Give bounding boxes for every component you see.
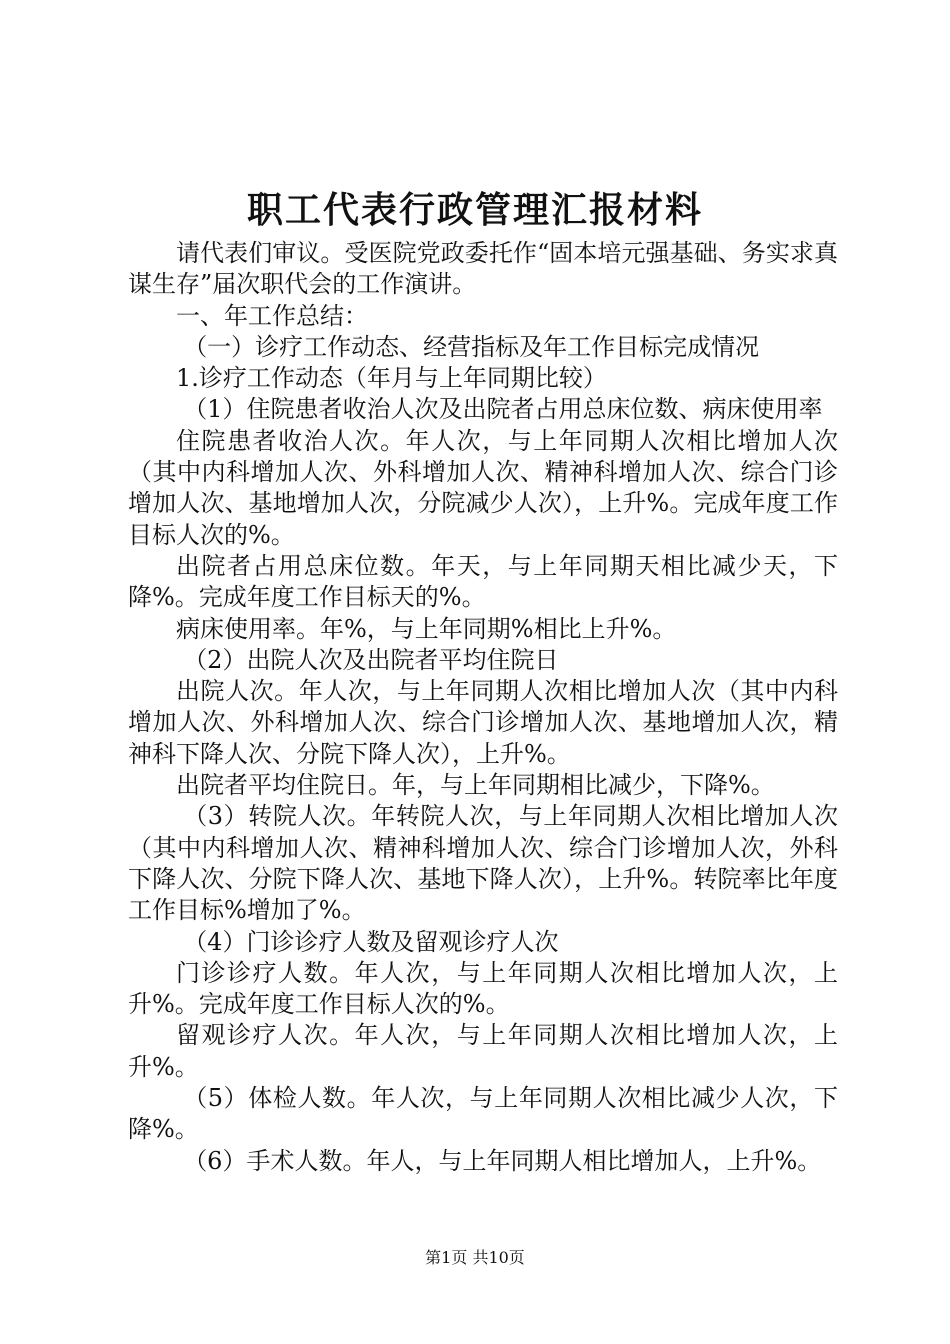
subsection-heading: （一）诊疗工作动态、经营指标及年工作目标完成情况 <box>183 332 760 361</box>
paragraph: （5）体检人数。年人次，与上年同期人次相比减少人次，下降%。 <box>128 1084 838 1144</box>
item-heading: （4）门诊诊疗人数及留观诊疗人次 <box>183 927 559 956</box>
paragraph-intro: 请代表们审议。受医院党政委托作“固本培元强基础、务实求真谋生存”届次职代会的工作演讲。 <box>128 239 838 299</box>
paragraph: 留观诊疗人次。年人次，与上年同期人次相比增加人次，上升%。 <box>128 1021 838 1081</box>
item-heading: （2）出院人次及出院者平均住院日 <box>183 645 559 674</box>
paragraph: 出院者占用总床位数。年天，与上年同期天相比减少天，下降%。完成年度工作目标天的%。 <box>128 551 838 612</box>
paragraph: 病床使用率。年%，与上年同期%相比上升%。 <box>176 614 677 643</box>
paragraph: （6）手术人数。年人，与上年同期人相比增加人，上升%。 <box>183 1146 822 1175</box>
item-heading: （1）住院患者收治人次及出院者占用总床位数、病床使用率 <box>183 395 823 424</box>
paragraph: （3）转院人次。年转院人次，与上年同期人次相比增加人次（其中内科增加人次、精神科增加人次、综合门诊增加人次，外科下降人次、分院下降人次、基地下降人次），上升%。转院率比年度工作目标%增加了%。 <box>128 802 838 925</box>
document-body <box>128 238 838 1177</box>
paragraph: 出院人次。年人次，与上年同期人次相比增加人次（其中内科增加人次、外科增加人次、综合门诊增加人次、基地增加人次，精神科下降人次、分院下降人次），上升%。 <box>128 677 838 768</box>
item-heading: 1.诊疗工作动态（年月与上年同期比较） <box>176 364 607 393</box>
page-footer: 第1页 共10页 <box>425 1248 525 1267</box>
paragraph: 出院者平均住院日。年，与上年同期相比减少，下降%。 <box>176 771 775 800</box>
section-heading: 一、年工作总结： <box>176 301 368 330</box>
page-title: 职工代表行政管理汇报材料 <box>246 189 703 231</box>
paragraph: 门诊诊疗人数。年人次，与上年同期人次相比增加人次，上升%。完成年度工作目标人次的%。 <box>128 958 838 1019</box>
paragraph: 住院患者收治人次。年人次，与上年同期人次相比增加人次（其中内科增加人次、外科增加人次、精神科增加人次、综合门诊增加人次、基地增加人次，分院减少人次），上升%。完成年度工作目标人次的%。 <box>128 426 838 549</box>
